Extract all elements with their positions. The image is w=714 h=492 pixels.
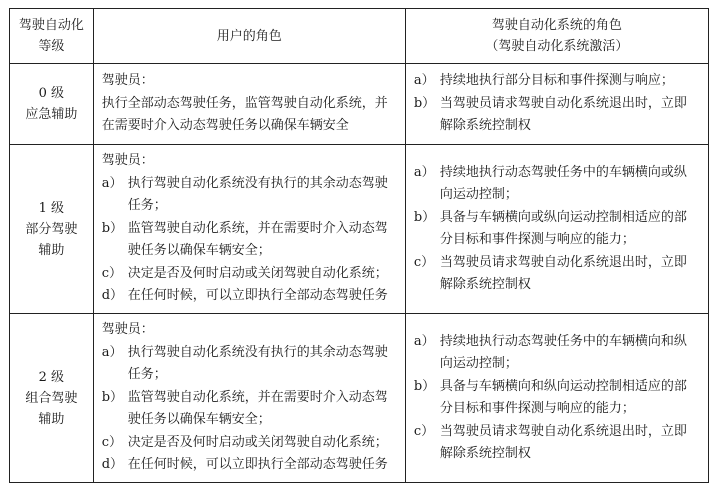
list-item: a） 执行驾驶自动化系统没有执行的其余动态驾驶任务；: [101, 344, 388, 383]
level-cell: 1 级 部分驾驶 辅助: [10, 145, 94, 314]
list-item: b） 当驾驶员请求驾驶自动化系统退出时，立即解除系统控制权: [413, 95, 687, 134]
header-system-role: 驾驶自动化系统的角色 （驾驶自动化系统激活）: [405, 9, 708, 64]
user-role-cell: [93, 64, 405, 145]
user-title: 驾驶员：: [101, 73, 154, 89]
system-role-cell: [405, 314, 708, 483]
list-item: b） 具备与车辆横向或纵向运动控制相适应的部分目标和事件探测与响应的能力；: [413, 209, 687, 247]
list-item: c） 当驾驶员请求驾驶自动化系统退出时，立即解除系统控制权: [413, 254, 687, 292]
level-cell: 0 级 应急辅助: [10, 64, 94, 145]
system-role-cell: [405, 64, 708, 145]
table-row: [10, 64, 709, 145]
automation-levels-table: [9, 8, 709, 483]
user-title: 驾驶员：: [101, 322, 154, 338]
header-user-role: 用户的角色: [93, 9, 405, 64]
list-item: b） 监管驾驶自动化系统，并在需要时介入动态驾驶任务以确保车辆安全；: [101, 220, 388, 259]
user-role-cell: [93, 145, 405, 314]
system-role-cell: [405, 145, 708, 314]
table-row: [10, 145, 709, 314]
list-item: d） 在任何时候，可以立即执行全部动态驾驶任务: [101, 288, 388, 304]
user-role-cell: [93, 314, 405, 483]
list-item: d） 在任何时候，可以立即执行全部动态驾驶任务: [101, 457, 388, 473]
header-row: [10, 9, 709, 64]
list-item: a） 持续地执行动态驾驶任务中的车辆横向和纵向运动控制；: [413, 333, 687, 371]
level-cell: 2 级 组合驾驶 辅助: [10, 314, 94, 483]
list-item: a） 持续地执行动态驾驶任务中的车辆横向或纵向运动控制；: [413, 164, 687, 202]
table-row: [10, 314, 709, 483]
list-item: c） 决定是否及何时启动或关闭驾驶自动化系统；: [101, 265, 388, 281]
header-level: 驾驶自动化 等级: [10, 9, 94, 64]
list-item: b） 具备与车辆横向和纵向运动控制相适应的部分目标和事件探测与响应的能力；: [413, 378, 687, 416]
list-item: a） 执行驾驶自动化系统没有执行的其余动态驾驶任务；: [101, 175, 388, 214]
user-title: 驾驶员：: [101, 153, 154, 169]
list-item: a） 持续地执行部分目标和事件探测与响应；: [413, 73, 674, 89]
list-item: b） 监管驾驶自动化系统，并在需要时介入动态驾驶任务以确保车辆安全；: [101, 389, 388, 428]
list-item: c） 决定是否及何时启动或关闭驾驶自动化系统；: [101, 434, 388, 450]
user-text: 执行全部动态驾驶任务，监管驾驶自动化系统，并在需要时介入动态驾驶任务以确保车辆安全: [101, 95, 388, 134]
list-item: c） 当驾驶员请求驾驶自动化系统退出时，立即解除系统控制权: [413, 423, 687, 461]
